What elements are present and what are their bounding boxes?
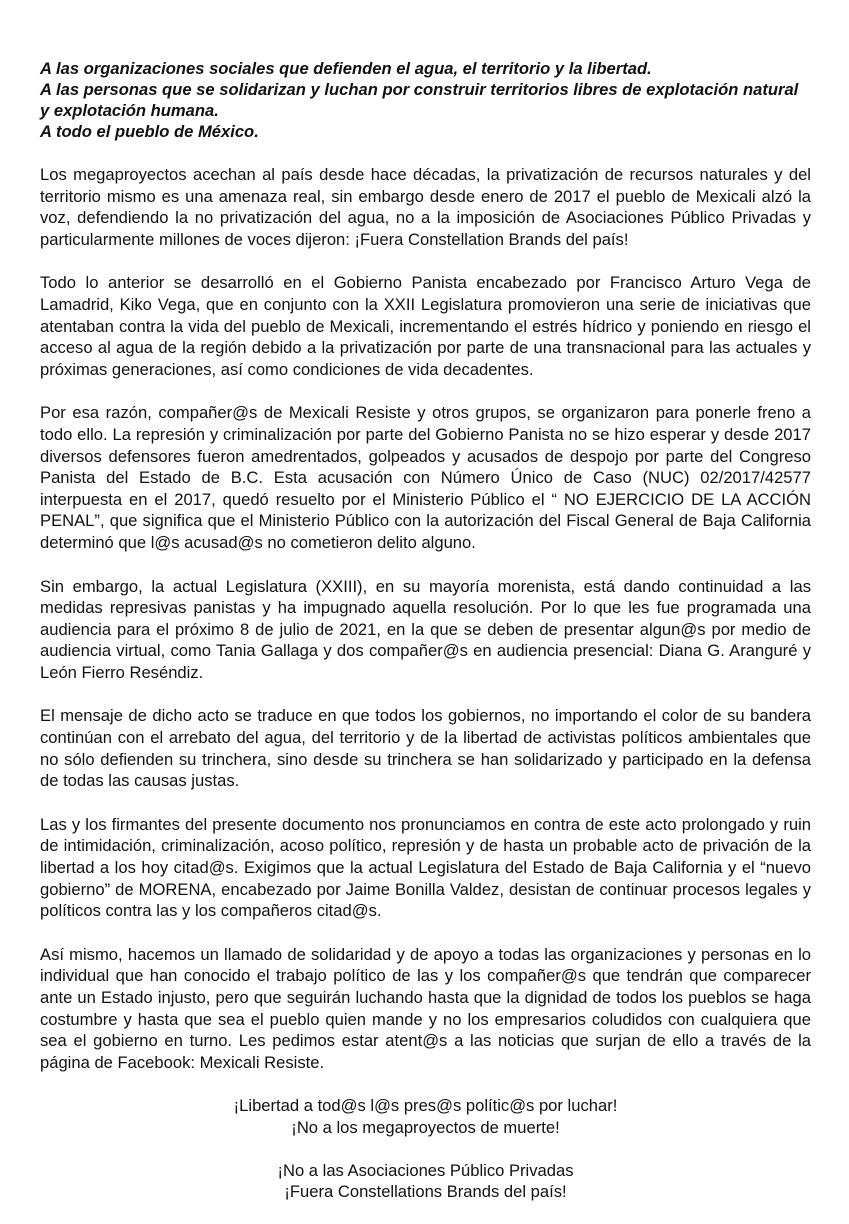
body-paragraph: Los megaproyectos acechan al país desde hace décadas, la privatización de recursos naturales y del territorio mismo es una amenaza real, sin embargo desde enero de 2017 el pueblo de Mexicali alzó la voz, defendiendo la no privatización del agua, no a la imposición de Asociaciones Público Privadas y particularmente millones de voces dijeron: ¡Fuera Constellation Brands del país! bbox=[40, 165, 811, 249]
slogan-line: ¡Fuera Constellations Brands del país! bbox=[284, 1182, 567, 1202]
slogan-group bbox=[40, 1160, 811, 1203]
slogan-line: ¡No a las Asociaciones Público Privadas bbox=[277, 1160, 574, 1180]
body-paragraph: Sin embargo, la actual Legislatura (XXIII), en su mayoría morenista, está dando continuidad a las medidas represivas panistas y ha impugnado aquella resolución. Por lo que les fue programada una audiencia para el próximo 8 de julio de 2021, en la que se deben de presentar algun@s por medio de audiencia virtual, como Tania Gallaga y dos compañer@s en audiencia presencial: Diana G. Aranguré y León Fierro Reséndiz. bbox=[40, 576, 811, 682]
salutation-line: A las personas que se solidarizan y luchan por construir territorios libres de explotación natural y explotación humana. bbox=[40, 80, 799, 120]
slogan-line: ¡No a los megaproyectos de muerte! bbox=[291, 1117, 560, 1137]
body-paragraph: Todo lo anterior se desarrolló en el Gobierno Panista encabezado por Francisco Arturo Vega de Lamadrid, Kiko Vega, que en conjunto con la XXII Legislatura promovieron una serie de iniciativas que atentaban contra la vida del pueblo de Mexicali, incrementando el estrés hídrico y poniendo en riesgo el acceso al agua de la región debido a la privatización por parte de una transnacional para las actuales y próximas generaciones, así como condiciones de vida decadentes. bbox=[40, 273, 811, 379]
body-paragraph: Las y los firmantes del presente documento nos pronunciamos en contra de este acto prolongado y ruin de intimidación, criminalización, acoso político, represión y de hasta un probable acto de privación de la libertad a los hoy citad@s. Exigimos que la actual Legislatura del Estado de Baja California y el “nuevo gobierno” de MORENA, encabezado por Jaime Bonilla Valdez, desistan de continuar procesos legales y políticos contra las y los compañeros citad@s. bbox=[40, 814, 811, 921]
body-paragraph: Por esa razón, compañer@s de Mexicali Resiste y otros grupos, se organizaron para ponerle freno a todo ello. La represión y criminalización por parte del Gobierno Panista no se hizo esperar y desde 2017 diversos defensores fueron amedrentados, golpeados y acusados de despojo por parte del Congreso Panista del Estado de B.C. Esta acusación con Número Único de Caso (NUC) 02/2017/42577 interpuesta en el 2017, quedó resuelto por el Ministerio Público el “ NO EJERCICIO DE LA ACCIÓN PENAL”, que significa que el Ministerio Público con la autorización del Fiscal General de Baja California determinó que l@s acusad@s no cometieron delito alguno. bbox=[40, 403, 811, 552]
body-paragraph: El mensaje de dicho acto se traduce en que todos los gobiernos, no importando el color de su bandera continúan con el arrebato del agua, del territorio y de la libertad de activistas políticos ambientales que no sólo defienden su trinchera, sino desde su trinchera se han solidarizado y participado en la defensa de todas las causas justas. bbox=[40, 706, 811, 791]
salutation-block bbox=[40, 58, 811, 142]
slogan-line: ¡Libertad a tod@s l@s pres@s polític@s por luchar! bbox=[233, 1096, 618, 1116]
slogan-group bbox=[40, 1095, 811, 1138]
document-page bbox=[40, 58, 811, 1224]
body-paragraph: Así mismo, hacemos un llamado de solidaridad y de apoyo a todas las organizaciones y personas en lo individual que han conocido el trabajo político de las y los compañer@s que tendrán que comparecer ante un Estado injusto, pero que seguirán luchando hasta que la dignidad de todos los pueblos se haga costumbre y hasta que sea el pueblo quien mande y no los empresarios coludidos con cualquiera que sea el gobierno en turno. Les pedimos estar atent@s a las noticias que surjan de ello a través de la página de Facebook: Mexicali Resiste. bbox=[40, 944, 811, 1072]
salutation-line: A las organizaciones sociales que defienden el agua, el territorio y la libertad. bbox=[40, 59, 652, 78]
closing-slogans bbox=[40, 1095, 811, 1202]
salutation-line: A todo el pueblo de México. bbox=[40, 122, 259, 141]
